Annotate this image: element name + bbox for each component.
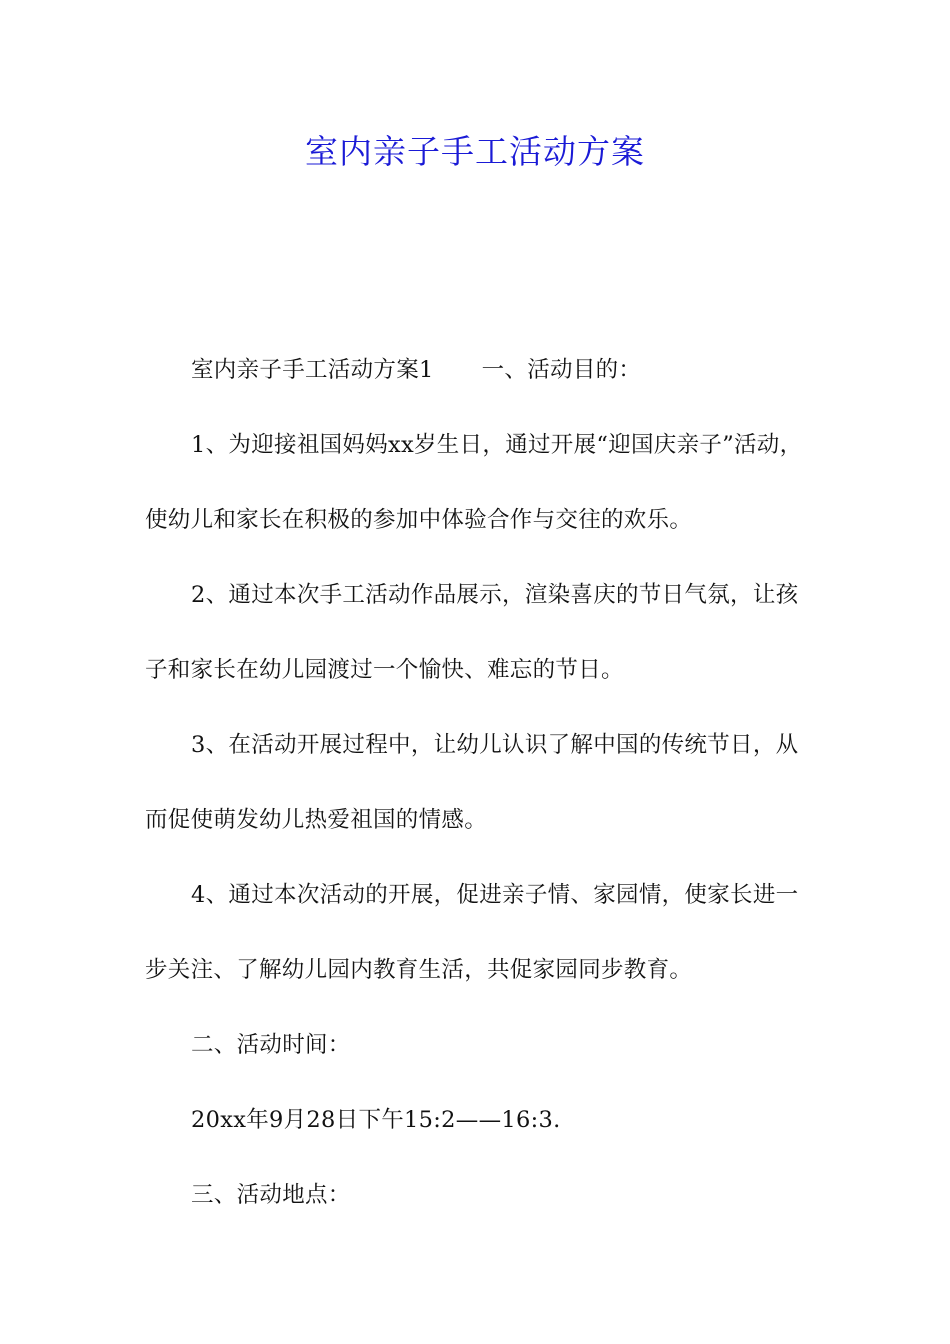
paragraph-time: 20xx年9月28日下午15:2——16:3. xyxy=(191,1107,561,1133)
section-heading-time: 二、活动时间： xyxy=(191,1032,351,1058)
plan-subtitle: 室内亲子手工活动方案1 xyxy=(191,357,434,383)
paragraph-heading-1 xyxy=(145,333,810,408)
paragraph-purpose-3: 3、在活动开展过程中，让幼儿认识了解中国的传统节日，从而促使萌发幼儿热爱祖国的情感。 xyxy=(145,732,799,833)
section-heading-purpose: 一、活动目的： xyxy=(481,357,642,383)
document-title: 室内亲子手工活动方案 xyxy=(305,132,645,171)
paragraph-purpose-1: 1、为迎接祖国妈妈xx岁生日，通过开展“迎国庆亲子”活动，使幼儿和家长在积极的参加中体验合作与交往的欢乐。 xyxy=(145,432,803,533)
document-body xyxy=(145,333,810,1233)
section-heading-location: 三、活动地点： xyxy=(191,1182,351,1208)
paragraph-purpose-2: 2、通过本次手工活动作品展示，渲染喜庆的节日气氛，让孩子和家长在幼儿园渡过一个愉快、难忘的节日。 xyxy=(145,582,799,683)
paragraph-purpose-4: 4、通过本次活动的开展，促进亲子情、家园情，使家长进一步关注、了解幼儿园内教育生活，共促家园同步教育。 xyxy=(145,882,799,983)
